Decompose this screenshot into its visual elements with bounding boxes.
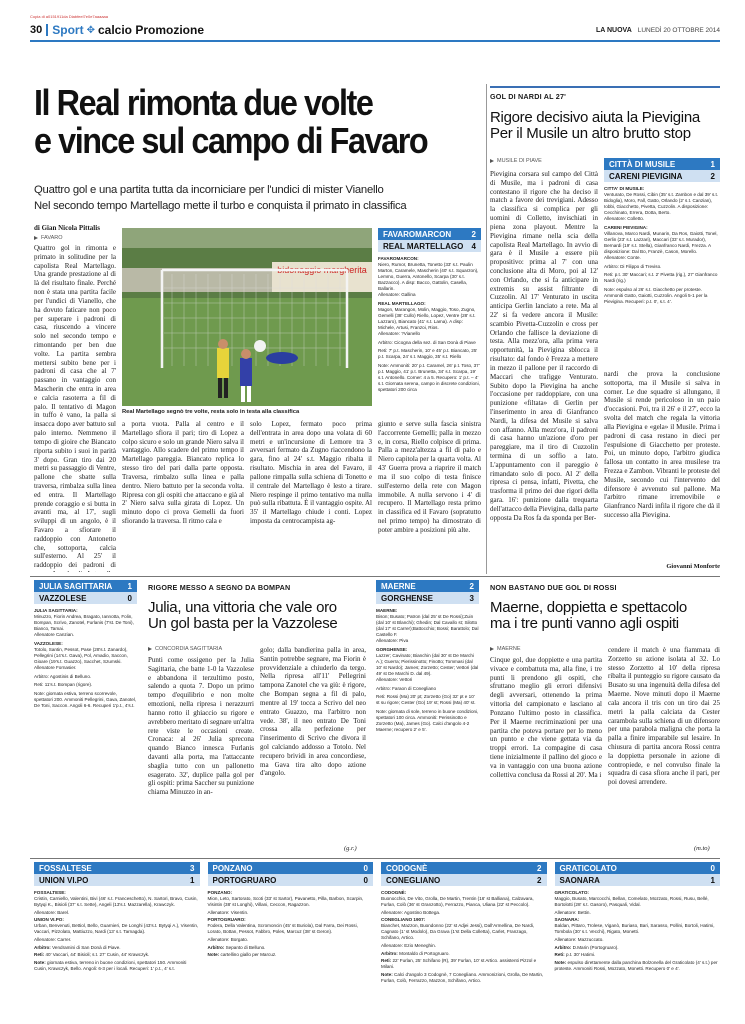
main-subtitle-line2: Nel secondo tempo Martellago mette il turbo e conquista il primato in classifica: [34, 200, 407, 212]
scorebox-detail-line: [208, 890, 374, 908]
home-lineup: Venturato, De Rossi, Cibin (35' s.t. Zambon e dal 39' s.t. Bidoglia), Moro, Fall, Gatto, Orlando (2' s.t. Canzian), Iobbi, Giacchetto, Pivetta, Cuzzolin. A disposizione: Cecchinato, Errera, Dotta, Berto.: [604, 192, 719, 216]
photo-caption: Real Martellago segnò tre volte, resta solo in testa alla classifica: [122, 409, 300, 415]
article-b-headline: [490, 110, 722, 142]
home-lineup: Minuzzo, Fiorin Andrea, Bragato, Iannotta, Folin, Bompan, Scrivo, Zanotel, Furlanis (7'st. De Toni), Bianco, Tamai.: [34, 614, 134, 632]
dateline-arrow-icon: [490, 159, 494, 163]
match-notes: Note: giornata estiva, terreno scorrevole, spettatori 200. Ammoniti Pellegrini, Gava, Zanotel, De Toni, Saccon. Angoli 6-6. Recuperi 1'p.t., 4's.t.: [34, 690, 137, 708]
scorebox-details: [34, 886, 200, 972]
bottom-scorebox-3: [381, 862, 547, 1018]
home-score: 0: [710, 863, 715, 873]
scorebox-detail-line: [34, 910, 200, 916]
scorebox-details: [378, 252, 481, 393]
scorebox-detail-line: [208, 910, 374, 916]
middle-row-rule: [30, 576, 720, 577]
bottom-scorebox-1: [34, 862, 200, 1018]
home-team: FAVAROMARCON: [383, 229, 452, 239]
match-photo-image: [122, 228, 372, 406]
scorebox-detail-line: [555, 890, 721, 908]
article-d-col2: cendere il match è una fiammata di Zorzetto su azione isolata al 32. Lo stesso Zorzetto al 10' della ripresa ribalta il punteggio su rigore causato da Busato su una ingenuità della difesa del Maerne. Nove minuti dopo il Maerne cala ancora il tris con un tiro dai 25 metri la palla calciata da Cester carambola sulla schiena di un difensore per una parabola maligna che porta la palla a finire imparabile sul lesaire. In chiusura di partita ancora Rossi centra la doppietta personale in azione di contropiede, e nel convulso finale la squadra di casa sfiora anche il pari, per poi dovesi arrendere.: [608, 646, 720, 787]
home-team: MAERNE: [381, 581, 416, 591]
away-lineup: Villanova, Marco Nardi, Munarin, Da Ros, Gaiotti, Tonel, Gerlin (23' s.t. Lazzari), Maccari (33' s.t. Murador), Bernardi (19' s.t. Stella), Gianfranco Nardi, Frezza. A disposizione: Dal Bo, Franzè, Cason, Morello.: [604, 230, 718, 255]
article-c-col1: Punti come ossigeno per la Julia Sagittaria, che batte 1-0 la Vazzolese e abbandona il terzultimo posto, salendo a quota 7. Dopo un primo tempo d'equilibrio e non molte emozioni, nella ripresa i nerazzurri hanno rotto il ghiaccio su rigore e avrebbero meritato di segnare un'altra rete viste le occasioni create. Cronaca: al 26' Julia sprecona quando Bianco innesca Furlanis davanti alla porta, ma l'attaccante sbaglia tutto con un pallonetto esagerato. 32', duplice palla gol per gli ospiti: prima Saccher su punizione chiama Minuzzo in an-: [148, 656, 254, 797]
scorebox-detail-line: [381, 917, 547, 941]
article-b-col2: nardi che prova la conclusione sottoporta, ma il Musile si salva in corner. Le due squadre si allungano, il Musile si rende pericoloso in un paio d'occasioni. Poi, tra il 26' e il 27', ecco la svolta del match che regala la vittoria alla Pievigina e «gela» il Musile. Prima i padroni di casa restano in dieci per l'espulsione di Giacchetto per proteste. Poi, un minuto dopo, l'arbitro giudica fallosa un contatto in area musilese tra Frezza e Zambon. Vibranti le proteste del Musile, secondo cui l'intervento del difensore è avvenuto sul pallone. Ma l'arbitro rimane irremovibile e Gianfranco Nardi infila il rigore che dà il successo alla Pievigina.: [604, 370, 720, 519]
home-team: CITTÀ DI MUSILE: [609, 159, 676, 169]
dateline-arrow-icon: [148, 647, 152, 651]
home-team: CODOGNÈ: [386, 863, 428, 873]
detail-text: Maggio, Busato, Marcocchi, Bellan, Comelato, Mozzato, Rossi, Rusu, Bellé, Bortolotti (28' s.t. Gasoro), Pasquali, Vidal.: [554, 896, 709, 908]
scorebox-home-row: [376, 580, 479, 592]
scorebox-detail-line: [555, 910, 721, 916]
home-lineup: Niero, Rumor, Brunetta, Tonetto (33' s.t. Paulin Marton, Caramele, Mascherin (40' s.t. Squarzon), Lemmo, Guerra, Antonello, Scarpa (30' s.t. Bazzacco). A disp: Bacco, Gattolin, Casella, Ballarin.: [378, 262, 479, 292]
detail-title: SAONARA:: [554, 917, 580, 923]
referee: Arbitro: Faraon di Conegliano: [376, 685, 437, 691]
detail-text: Mion, Leto, Sartorato, Scoti (33' st Sartor), Pavanetto, Pilla, Barbon, Scarpin, Visintin (38' st Longhi), Villani, Ceccon, Ragazzon.: [207, 896, 364, 908]
article-c-col2: golo; dalla bandierina palla in area, Santin potrebbe segnare, ma Fiorin è provvidenziale a chiuderlo da tergo. Nella ripresa all'11' Pellegrini tampona Zanotel che va giù: è rigore, che Bompan segna a fil di palo, mentre al 19' tocca a Scrivo del neo entrato Guazzo, ma l'arbitro non vede. 38', il neo entrato De Toni crossa alla perfezione per l'inserimento di Scrivo che divora il gol calciando addosso a Totolo. Nel recupero brividi in area concordiese, ma Gava tira alto dopo azione d'angolo.: [260, 646, 366, 778]
detail-text: Montaldo di Portogruaro.: [397, 950, 450, 956]
scorebox-detail-line: [381, 958, 547, 970]
bottom-scorebox-4: [555, 862, 721, 1018]
article-d-headline-line2: ma i tre punti vanno agli ospiti: [490, 614, 679, 632]
main-headline-line2: e vince sul campo di Favaro: [34, 120, 428, 161]
scorebox-detail-line: [208, 945, 374, 951]
dateline-location: FAVARO: [41, 235, 63, 241]
home-score: 2: [471, 229, 476, 239]
detail-title: UNION VI.PO:: [34, 917, 64, 923]
scorebox-favaro: [378, 228, 481, 396]
scorebox-away-row: [208, 874, 374, 886]
detail-title: Arbitro:: [34, 944, 51, 950]
scorebox-away-row: [378, 240, 481, 252]
section-label: Sport: [52, 23, 84, 37]
scorebox-detail-line: [381, 972, 547, 984]
scorebox-musile: [604, 158, 720, 308]
scorebox-details: [376, 604, 479, 733]
newspaper-name: LA NUOVA: [595, 26, 632, 34]
main-headline: [34, 84, 435, 160]
article-d-headline: [490, 600, 722, 632]
away-lineup-title: GORGHENSE:: [376, 646, 408, 652]
detail-text: Bianchet, Mazzon, Buondonno (22' st Adjei Jessi), Dall'Armellina, De Nardi, Cagnato (1' st Modolo), Da Grava (1'st Della Colletta), Carlet, Franzago, Schifano, Artico.: [381, 923, 535, 941]
page-number: 30: [30, 24, 43, 36]
away-score: 2: [537, 875, 542, 885]
detail-title: Note:: [34, 959, 46, 965]
scorebox-detail-line: [555, 945, 721, 951]
scorebox-detail-line: [381, 951, 547, 957]
article-d-headline-line1: Maerne, doppietta e spettacolo: [490, 599, 687, 616]
scorebox-away-row: [34, 874, 200, 886]
scorebox-away-row: [604, 170, 720, 182]
goals: Reti: 7' p.t. Mascherin, 10' e 45' p.t. Biancato, 25' p.t. Scarpa, 24' s.t. Maggio, 35' s.t. Riello: [378, 348, 478, 360]
article-c-byline: (g.r.): [344, 845, 357, 852]
away-team: CONEGLIANO: [386, 875, 441, 885]
scorebox-home-row: [555, 862, 721, 874]
detail-text: Buonocchio, De Vito, Grolla, De Martin, Trentin (16' st Balliana), Calzavara, Furlan, Colò (36' st Granzotto), Ferrazzo, Pianca, Uliana (22' st Peccolo).: [381, 896, 534, 908]
scorebox-detail-line: [34, 945, 200, 951]
detail-text: Vendramini di San Donà di Piave.: [50, 944, 121, 950]
home-coach: Allenatore: Colletto.: [604, 216, 645, 222]
away-coach: Allenatore: ?Vianello: [378, 331, 421, 337]
detail-title: GRATICOLATO:: [554, 890, 589, 895]
scorebox-detail-line: [555, 960, 721, 972]
article-b-dateline: [490, 158, 542, 164]
detail-text: giornata estiva, terreno in buone condizioni, spettatori 150. Ammoniti Cusin, Krawczyk, Bello. Angoli: 6-3 per i locali. Recuperi: 1' p.t., 4' s.t.: [34, 959, 187, 971]
scorebox-home-row: [208, 862, 374, 874]
main-article-col4: giunto e serve sulla fascia sinistra l'accorrente Gemelli; palla in mezzo e, in corsa, Riello colpisce di prima. Palla a mezz'altezza a fil di palo e Niero capitola per la quarta volta. Al 43' Guerra prova a riaprire il match ma il suo colpo di testa finisce sull'esterno della rete con Magon immobile. A nulla servono i 4' di recupero. Il Martellago resta primo in classifica ed il Favaro (sopratutto nel primo tempo) ha dimostrato di poter ambire a posizioni più alte.: [378, 420, 481, 534]
away-team: VAZZOLESE: [39, 593, 87, 603]
detail-title: Reti:: [554, 952, 565, 958]
referee: Arbitro: Di Filippo di Treviso.: [604, 263, 662, 269]
detail-text: D.Marin (Portogruaro).: [571, 944, 619, 950]
detail-text: cartellino giallo per Marcuz.: [219, 952, 277, 958]
main-article-col2: a porta vuota. Palla al centro e il Martellago sfiora il pari; tiro di Lopez a colpo sicuro e solo un grande Niero salva il vantaggio. Allo scadere del primo tempo il Martellago pareggia. Biancato replica lo stesso tiro del pari dalla parte opposta. Traversa, rimbalzo sulla linea e palla dentro. Niero battuto per la seconda volta. Ripresa con gli ospiti che attaccano e già al 2' Niero salva sulla girata di Lopez. Un minuto dopo ci prova Gemelli da fuori sfiorando la traversa. Il ritmo cala e: [122, 420, 244, 525]
detail-text: 22' Furlan, 25' Schifano (R), 39' Furlan, 10' st Artico. assistenti Pizzol e Milani.: [381, 958, 537, 970]
detail-text: Allenatore: Borgato.: [207, 936, 249, 942]
scorebox-details: [555, 886, 721, 972]
article-b-headline-line1: Rigore decisivo aiuta la Pievigina: [490, 109, 700, 126]
article-c-dateline: [148, 646, 222, 652]
vertical-divider: [486, 84, 487, 574]
photo-banner-text: bidonaggio margherita: [277, 265, 367, 275]
referee: Arbitro: Agostinis di Belluno.: [34, 673, 92, 679]
main-article-col3: solo Lopez, fermato poco prima dell'entrata in area dopo una volata di 60 metri e un'incursione di Lemore tra 3 avversari fermato da Zugno riaccendono la gara, fino al 24' s.t. Maggio ribalta il risultato. Mischia in area del Favaro, il pallone rimpalla sulla schiena di Tonetto e il centrale del Martellago è lesto a tirare. Niero respinge il primo tentativo ma nulla può sulla ribattuta. È il vantaggio ospite. Al 35' il Martellago chiude i conti. Lopez imposta da centrocampista ag-: [250, 420, 372, 525]
home-coach: Allenatore: Piva: [376, 638, 409, 644]
away-score: 0: [127, 593, 132, 603]
article-d-location: MAERNE: [497, 646, 521, 652]
scorebox-detail-line: [34, 960, 200, 972]
detail-title: FOSSALTESE:: [34, 890, 66, 895]
detail-title: Arbitro:: [207, 944, 225, 950]
detail-text: Allenatore: Agostino Bottega.: [381, 909, 441, 915]
away-score: 2: [710, 171, 715, 181]
away-coach: Allenatore: Vettori: [376, 677, 413, 683]
detail-text: Allenatore: Carrer.: [34, 936, 72, 942]
main-headline-line1: Il Real rimonta due volte: [34, 82, 373, 123]
detail-text: Urban, Benvenuti, Bettiol, Bello, Guarnieri, De Longhi (43's.t. Bytyqi A.), Visentin, Vaccari, Pizzolato, Mattiuzzo, Nardi (13' s.t. Tarnagda).: [34, 923, 199, 935]
home-score: 2: [537, 863, 542, 873]
subsection-label: calcio Promozione: [97, 23, 205, 37]
bottom-row-rule: [30, 858, 720, 859]
article-d-dateline: [490, 646, 521, 652]
home-score: 1: [127, 581, 132, 591]
detail-title: PORTOGRUARO:: [207, 917, 246, 923]
dateline-arrow-icon: [490, 647, 494, 651]
scorebox-away-row: [555, 874, 721, 886]
home-score: 0: [363, 863, 368, 873]
scorebox-detail-line: [381, 943, 547, 949]
dateline-arrow-icon: [34, 236, 38, 240]
copyright-line: Copia di a0151911da Diabfeel7e0e7aaaaaa: [30, 14, 108, 19]
article-c-headline: [148, 600, 368, 632]
article-b-headline-line2: Per il Musile un altro brutto stop: [490, 124, 691, 142]
match-photo: [122, 228, 372, 406]
home-lineup-title: CITTA' DI MUSILE:: [604, 186, 645, 191]
scorebox-detail-line: [381, 890, 547, 908]
article-b-top-rule: [490, 86, 720, 88]
away-coach: Allenatore: Conte.: [604, 255, 641, 261]
scorebox-home-row: [34, 862, 200, 874]
scorebox-detail-line: [208, 917, 374, 935]
main-article-col1: Quattro gol in rimonta e primato in solitudine per la capolista Real Martellago. Una grande prestazione al di là del risultato finale. Perché non è stata una partita facile per l'undici di Vianello, che ha dovuto faticare non poco per superare i padroni di casa, riuscendo a vincere solo nel secondo tempo e rimontando per ben due volte. La partita sembra mettersi subito bene per i padroni di casa che al 7' passano in vantaggio con Mascherin che entra in area e calcia rasoterra a fil di palo. Il tentativo di Magon in tuffo è vano, la palla si insacca dopo aver battuto sul palo interno. Nemmeno il tempo di gioire che Biancato riporta subito i suoi in parità 3' dopo. Gran tiro dai 20 metri su passaggio di Ventre, pallone che sbatte sulla traversa, rimbalza sulla linea ed entra. Il Martellago prende coraggio e si butta in avanti ma, al 17', sugli sviluppi di un angolo, è il Favaro a sfiorare il raddoppio con Antonetto che, sottoporta, calcia sull'esterno. Al 25' il raddoppio dei padroni di: [34, 244, 116, 570]
page-date: LUNEDÌ 20 OTTOBRE 2014: [637, 26, 720, 34]
article-d-col1: Cinque gol, due doppiette e una partita vivace e combattuta ma, alla fine, i tre punti li prendono gli ospiti, che sfruttano meglio gli errori difensivi degli avversari, ottenendo la prima vittoria del campionato e lasciano al Ponzano l'ultimo posto in classifica. Per il Maerne recriminazioni per una partita che poteva portare per lo meno un punto e che viene gettata via da troppi errori. La compagine di casa tiene inizialmente il pallino del gioco e va in vantaggio con una buona azione collettiva conclusa da Rossi al 20'. Ma i: [490, 656, 602, 779]
detail-title: Note:: [381, 971, 393, 977]
detail-text: Cristin, Carniello, Valentini, Bivi (46' s.t. Franceschetto), N. Sartori, Bravo, Cusin, Bytyqi K., Bisioli (37' s.t. Sette), Angeli (13's.t. Mazzarella), Krawczyk.: [34, 896, 198, 908]
scorebox-away-row: [376, 592, 479, 604]
main-subtitle: [34, 182, 484, 214]
detail-title: CODOGNÈ:: [381, 890, 407, 895]
article-b-kicker: GOL DI NARDI AL 27': [490, 92, 567, 101]
article-b-location: MUSILE DI PIAVE: [497, 158, 542, 164]
detail-title: Note:: [207, 952, 220, 958]
scorebox-home-row: [604, 158, 720, 170]
scorebox-details: [604, 182, 720, 305]
home-score: 2: [469, 581, 474, 591]
away-team: GORGHENSE: [381, 593, 434, 603]
main-subtitle-line1: Quattro gol e una partita tutta da incorniciare per l'undici di mister Vianello: [34, 184, 384, 196]
away-lineup: Magon, Marangon, Molin, Maggio, Toso, Zugno, Gemelli (38' Cullo) Riello, Lopez, Ventre (28' s.t. Lazzaro), Biancato (41' s.t. Lama). A disp: Michele, Artusi, Franzoi, Rios.: [378, 307, 476, 331]
bottom-scorebox-2: [208, 862, 374, 1018]
away-lineup-title: CARENI PIEVIGINA:: [604, 224, 648, 230]
scorebox-details: [381, 886, 547, 984]
scorebox-detail-line: [34, 890, 200, 908]
home-lineup-title: FAVAROMARCON:: [378, 256, 419, 261]
detail-text: Allenatore: Bettin.: [554, 909, 591, 915]
home-team: GRATICOLATO: [559, 863, 617, 873]
away-coach: Allenatore Fornasier.: [34, 665, 77, 671]
detail-title: Note:: [554, 959, 567, 965]
article-b-col1: Pievigina corsara sul campo del Città di Musile, ma i padroni di casa contestano il rigore che ha deciso il match a favore dei trevigiani. Adesso la classifica si complica per gli uomini di Colletto, invischiati in piena zona playout. Mentre la Pievigina rimane nella scia della capolista Real Martellago. In avvio di gara è il Musile a essere più propositivo: prima al 7' con una conclusione alta di Moro, poi al 12' con Orlando, che si fa anticipare in extremis su assist filtrante di Cuzzolin. Al 17' Venturato in uscita anticipa Gerlin lanciato a rete. Ma al 22' si fa vedere ancora il Musile: scambio Pivetta-Cuzzolin e cross per Orlando che fallisce la deviazione di testa. Alla mezz'ora, alla prima vera opportunità, la Pievigina sblocca il risultato: dal fondo è Frezza a mettere in mezzo il pallone per il raccordo di Maccari che trafigge Venturato. Subito dopo la Pievigina ha anche l'occasione per raddoppiare, con una punizione «filtata» di Gerlin per l'inserimento in area di Gianfranco Nardi, la difesa del Musile si salva con affanno. Alla mezz'ora, il padroni di casa hanno un'azione d'oro per pareggiare, ma il tiro di Cuzzolin termina di un soffio a lato. L'appuntamento con il pareggio è rimandato solo di poco. Al 2' della ripresa ci pensa, infatti, Pivetta, che trasforma il primo dei due rigori della gara. 16': punizione dalla trequarta dell'attacco della Pievigina, dalla parte opposta Da Ros fa da sponda per Ber-: [490, 170, 598, 522]
detail-text: Allenatore: Barel.: [34, 909, 70, 915]
detail-title: Reti:: [34, 952, 45, 958]
detail-text: espulso direttamente dalla panchina Bolzonella del Graticolato (4' s.t.) per proteste. Ammoniti Rossi, Mozzato, Monetti. Recupero 0' e 4'.: [554, 959, 718, 971]
away-team: CARENI PIEVIGINA: [609, 171, 683, 181]
bottom-scoreboxes: [34, 862, 720, 1018]
header-rule: [30, 40, 720, 42]
detail-text: 40' Vaccari, 44' Bisioli; s.t. 27' Cusin, 44' Krawczyk.: [44, 952, 150, 958]
scorebox-julia: [34, 580, 137, 711]
article-c-headline-line2: Un gol basta per la Vazzolese: [148, 614, 338, 632]
home-lineup: Bison; Busato; Patron (dal 25' st De Rossi);Zuin (dal 10' st Blanchi); Ghedin; Dal Cavallo st; Silotto (dal 17' st Carrer);Battocchio; Bossi; Barattolo; Dal Castello F.: [376, 614, 479, 638]
home-score: 3: [190, 863, 195, 873]
section-separator-icon: ✥: [86, 24, 95, 36]
byline: di Gian Nicola Pittalis: [34, 224, 100, 232]
away-lineup-title: VAZZOLESE:: [34, 640, 63, 646]
away-score: 1: [190, 875, 195, 885]
match-notes: Note: giornata di sole, terreno in buone condizioni, spettatori 100 circa. Ammoniti: Perissinotto e Zorzetto (Ma), James (Go). Calci d'angolo 4-2 Maerne; recupero 2' e 5'.: [376, 708, 479, 733]
scorebox-away-row: [381, 874, 547, 886]
home-lineup-title: JULIA SAGITTARIA:: [34, 608, 78, 613]
scorebox-detail-line: [381, 910, 547, 916]
home-team: JULIA SAGITTARIA: [39, 581, 113, 591]
scorebox-detail-line: [555, 917, 721, 935]
scorebox-details: [208, 886, 374, 958]
scorebox-detail-line: [34, 952, 200, 958]
scorebox-maerne: [376, 580, 479, 736]
scorebox-detail-line: [34, 917, 200, 935]
scorebox-home-row: [34, 580, 137, 592]
goals: Reti: Rossi (Ma) 20' pt; Zorzetto (Go) 32' pt e 10' st su rigore; Cester (Go) 19' st; Rossi (Ma) 40' st.: [376, 694, 476, 706]
detail-text: Allenatore: Ezio Meneghin.: [381, 943, 436, 948]
detail-title: Arbitro:: [381, 950, 398, 956]
detail-text: Sepanto di Belluno.: [224, 944, 266, 950]
detail-text: Fodera, Della Valentina, Scromoncin (45' st Buriola), Dal Farra, Dei Rossi, Lorato, Bottan, Pessot, Fabbro, Poles, Marcuz (38' st Geron).: [207, 923, 358, 935]
article-c-location: CONCORDIA SAGITTARIA: [155, 646, 223, 652]
detail-title: CONEGLIANO 1907:: [381, 917, 426, 923]
detail-text: Allenatore: Mazzuccato.: [554, 936, 604, 942]
away-score: 3: [469, 593, 474, 603]
scorebox-home-row: [381, 862, 547, 874]
detail-text: Baldan, Pittaro, Trolese, Viganò, Buriaso, Bari, Sarasso, Pollini, Bortoli, Hatimi, Tombola (30' s.t. Vecchi), Rigato, Monetti.: [554, 923, 715, 935]
home-lineup-title: MAERNE:: [376, 608, 398, 613]
home-team: FOSSALTESE: [39, 863, 92, 873]
scorebox-detail-line: [208, 937, 374, 943]
article-d-byline: (m.to): [694, 845, 710, 852]
detail-title: Arbitro:: [554, 944, 572, 950]
article-c-headline-line1: Julia, una vittoria che vale oro: [148, 599, 337, 616]
away-team: UNION VI.PO: [39, 875, 89, 885]
away-lineup: Lazzer; Cavinato; Bianchin (dal 30' st De Marchi A.); Guerra; Pierissinotto; Finotto; Tommasi (dal 10' st Nardo); James; Zorzetto; Cester; Vettori (dal 49' st De Marchi D. dal 49).: [376, 652, 479, 677]
away-lineup-title: REAL MARTELLAGO:: [378, 300, 426, 306]
detail-title: PONZANO:: [207, 890, 232, 895]
home-coach: Allenatore: Gallina: [378, 292, 416, 298]
scorebox-detail-line: [555, 937, 721, 943]
scorebox-detail-line: [555, 952, 721, 958]
match-notes: Note: Ammoniti: 20' p.t. Caramel, 26' p.t. Toso, 37' p.t. Maggio, 41' p.t. Brunetta, 34' s.t. Scarpa, 19' s.t. Antonello. Corner: 4 a 5. Recupero: 1' p.t. – 4' s.t. Giornata serena, campo in discrete condizioni, spettatori 200 circa: [378, 363, 480, 393]
header-divider: [46, 24, 48, 36]
away-score: 0: [363, 875, 368, 885]
away-score: 1: [710, 875, 715, 885]
home-coach: Allenatore Canzian.: [34, 632, 75, 638]
scorebox-away-row: [34, 592, 137, 604]
goals: Reti: 11's.t. Bompan (rigore).: [34, 682, 93, 688]
away-team: PORTOGRUARO: [212, 875, 277, 885]
scorebox-home-row: [378, 228, 481, 240]
detail-text: p.t. 30' Hatimi.: [564, 952, 596, 958]
home-team: PONZANO: [212, 863, 253, 873]
article-c-kicker: RIGORE MESSO A SEGNO DA BOMPAN: [148, 583, 291, 592]
detail-text: Calci d'angolo 3 Codognè, 7 Conegliano. Ammonizioni, Grolla, De Martin, Furlan, Colò, Ferrazzo, Mazzon, Schifano, Artico.: [381, 971, 544, 983]
scorebox-detail-line: [208, 952, 374, 958]
detail-title: Reti:: [381, 958, 392, 964]
article-d-kicker: NON BASTANO DUE GOL DI ROSSI: [490, 583, 617, 592]
home-score: 1: [710, 159, 715, 169]
goals: Reti: p.t. 30' Maccari; s.t. 2' Pivetta (rig.), 27' Gianfranco Nardi (rig.): [604, 272, 718, 284]
away-team: SAONARA: [559, 875, 600, 885]
away-team: REAL MARTELLAGO: [383, 241, 464, 251]
scorebox-details: [34, 604, 137, 709]
away-lineup: Totolo, Santin, Pessot, Pase (28's.t. Zanardo), Pellegrini (14's.t. Gava), Pol, Amadio, Saccon, Gioare (19's.t. Guazzo), Sacchet, Szumski.: [34, 646, 128, 664]
detail-text: Allenatore: Visentin.: [207, 909, 249, 915]
scorebox-detail-line: [34, 937, 200, 943]
away-score: 4: [471, 241, 476, 251]
article-b-byline: Giovanni Monforte: [666, 563, 720, 570]
match-notes: Note: espulso al 26' s.t. Giacchetto per proteste. Ammoniti Gatto, Gaiotti, Cuzzolin. Angoli 5-1 per la Pievigina. Recuperi: p.t. 0', s.t. 4'.: [604, 286, 708, 305]
page-header: [30, 22, 720, 38]
dateline: [34, 235, 63, 241]
referee: Arbitro: Cicogna della sez. di San Donà di Piave: [378, 339, 476, 345]
